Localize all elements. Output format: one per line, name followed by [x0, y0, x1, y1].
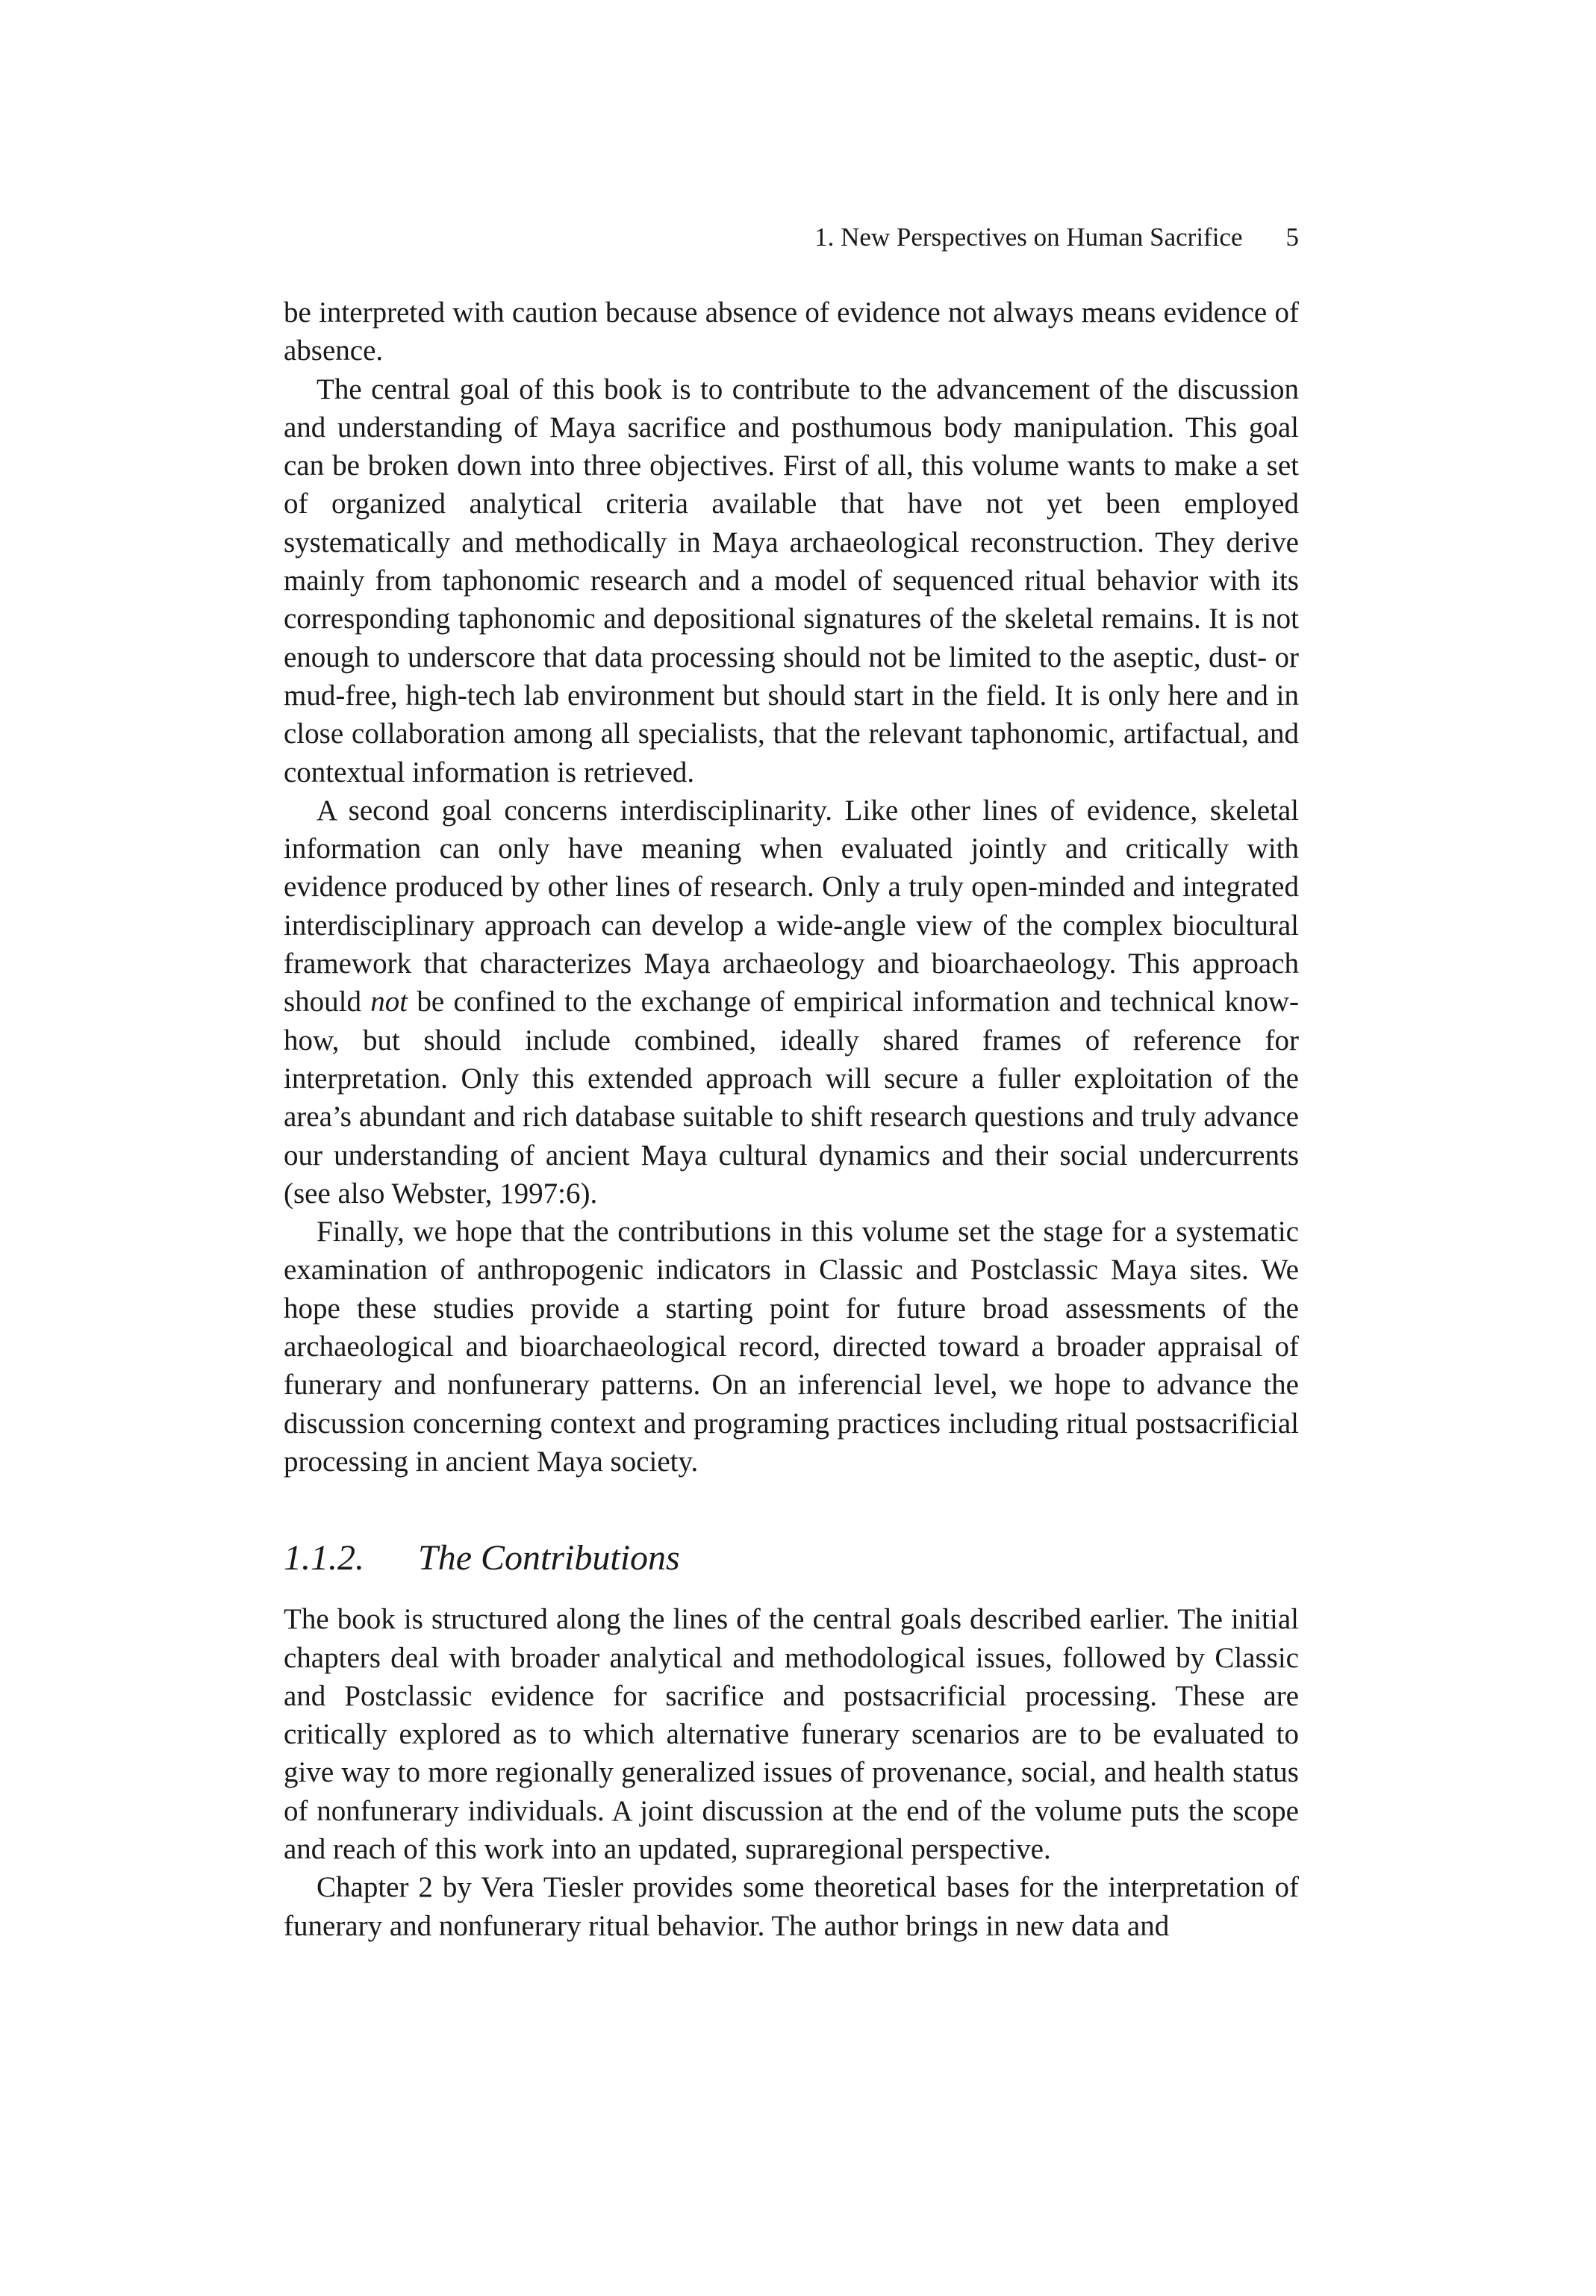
- section-heading: [284, 1534, 1299, 1582]
- paragraph-second-goal: [284, 791, 1299, 1213]
- emphasis-not: not: [370, 986, 408, 1018]
- paragraph-second-goal-part2: be confined to the exchange of empirical information and technical know-how, but should include combined, ideally shared frames of reference for interpretation. Only this extended approach will secure a fuller exploitation of the area’s abundant and rich database suitable to shift research questions and truly advance our understanding of ancient Maya cultural dynamics and their social undercurrents (see also Webster, 1997:6).: [284, 986, 1300, 1210]
- paragraph-book-structure: The book is structured along the lines of the central goals described earlier. The initial chapters deal with broader analytical and methodological issues, followed by Classic and Postclassic evidence for sacrifice and postsacrificial processing. These are critically explored as to which alternative funerary scenarios are to be evaluated to give way to more regionally generalized issues of provenance, social, and health status of nonfunerary individuals. A joint discussion at the end of the volume puts the scope and reach of this work into an updated, supraregional perspective.: [284, 1603, 1299, 1865]
- paragraph-chapter-2: Chapter 2 by Vera Tiesler provides some theoretical bases for the interpretation of funerary and nonfunerary ritual behavior. The author brings in new data and: [284, 1871, 1299, 1942]
- paragraph-finally: Finally, we hope that the contributions in this volume set the stage for a systematic examination of anthropogenic indicators in Classic and Postclassic Maya sites. We hope these studies provide a starting point for future broad assessments of the archaeological and bioarchaeological record, directed toward a broader appraisal of funerary and nonfunerary patterns. On an inferencial level, we hope to advance the discussion concerning context and programing practices including ritual postsacrificial processing in ancient Maya society.: [284, 1216, 1299, 1478]
- running-head-title: 1. New Perspectives on Human Sacrifice: [814, 223, 1243, 252]
- section-title: The Contributions: [418, 1538, 680, 1578]
- running-head: [284, 221, 1299, 254]
- paragraph-continuation: be interpreted with caution because absence of evidence not always means evidence of absence.: [284, 296, 1299, 367]
- body-text: [284, 293, 1299, 1945]
- paragraph-central-goal: The central goal of this book is to contribute to the advancement of the discussion and understanding of Maya sacrifice and posthumous body manipulation. This goal can be broken down into three objectives. First of all, this volume wants to make a set of organized analytical criteria available that have not yet been employed systematically and methodically in Maya archaeological reconstruction. They derive mainly from taphonomic research and a model of sequenced ritual behavior with its corresponding taphonomic and depositional signatures of the skeletal remains. It is not enough to underscore that data processing should not be limited to the aseptic, dust- or mud-free, high-tech lab environment but should start in the field. It is only here and in close collaboration among all specialists, that the relevant taphonomic, artifactual, and contextual information is retrieved.: [284, 373, 1299, 788]
- section-number: 1.1.2.: [284, 1538, 364, 1578]
- paragraph-second-goal-part1: A second goal concerns interdisciplinarity. Like other lines of evidence, skeletal information can only have meaning when evaluated jointly and critically with evidence produced by other lines of research. Only a truly open-minded and integrated interdisciplinary approach can develop a wide-angle view of the complex biocultural framework that characterizes Maya archaeology and bioarchaeology. This approach should: [284, 794, 1299, 1018]
- page-number: 5: [1285, 223, 1299, 252]
